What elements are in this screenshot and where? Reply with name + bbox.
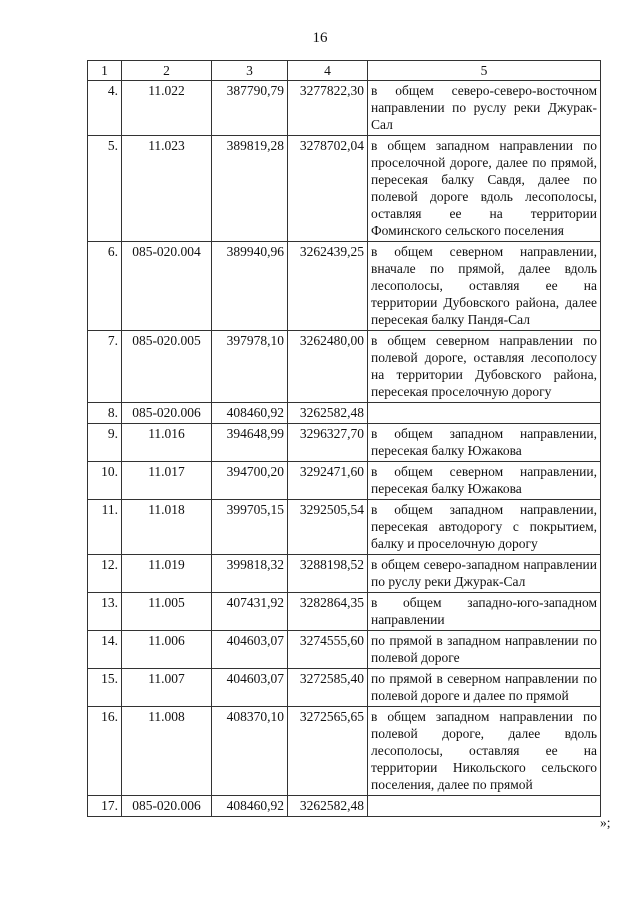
- row-number-cell: 9.: [88, 424, 122, 462]
- point-id-cell: 11.007: [122, 669, 212, 707]
- column-header: 2: [122, 61, 212, 81]
- y-coordinate-cell: 3282864,35: [288, 593, 368, 631]
- point-id-cell: 11.018: [122, 500, 212, 555]
- point-id-cell: 11.019: [122, 555, 212, 593]
- description-cell: в общем западном направлении по полевой дороге, далее вдоль лесополосы, оставляя ее на территории Никольского сельского поселения, далее по прямой: [368, 707, 601, 796]
- x-coordinate-cell: 408460,92: [212, 403, 288, 424]
- table-row: [88, 669, 601, 707]
- point-id-cell: 085-020.005: [122, 331, 212, 403]
- row-number-cell: 4.: [88, 81, 122, 136]
- y-coordinate-cell: 3262439,25: [288, 242, 368, 331]
- point-id-cell: 11.008: [122, 707, 212, 796]
- row-number-cell: 13.: [88, 593, 122, 631]
- table-body: [88, 81, 601, 817]
- row-number-cell: 12.: [88, 555, 122, 593]
- description-cell: в общем северном направлении, пересекая балку Южакова: [368, 462, 601, 500]
- y-coordinate-cell: 3292505,54: [288, 500, 368, 555]
- x-coordinate-cell: 389940,96: [212, 242, 288, 331]
- row-number-cell: 8.: [88, 403, 122, 424]
- y-coordinate-cell: 3278702,04: [288, 136, 368, 242]
- row-number-cell: 14.: [88, 631, 122, 669]
- y-coordinate-cell: 3272585,40: [288, 669, 368, 707]
- row-number-cell: 6.: [88, 242, 122, 331]
- y-coordinate-cell: 3262582,48: [288, 403, 368, 424]
- description-cell: в общем северном направлении по полевой дороге, оставляя лесополосу на территории Дубовского района, пересекая проселочную дорогу: [368, 331, 601, 403]
- x-coordinate-cell: 407431,92: [212, 593, 288, 631]
- row-number-cell: 15.: [88, 669, 122, 707]
- description-cell: по прямой в западном направлении по полевой дороге: [368, 631, 601, 669]
- table-row: [88, 500, 601, 555]
- point-id-cell: 085-020.006: [122, 796, 212, 817]
- description-cell: по прямой в северном направлении по полевой дороге и далее по прямой: [368, 669, 601, 707]
- column-header: 5: [368, 61, 601, 81]
- point-id-cell: 11.006: [122, 631, 212, 669]
- point-id-cell: 11.005: [122, 593, 212, 631]
- description-cell: в общем западно-юго-западном направлении: [368, 593, 601, 631]
- table-row: [88, 136, 601, 242]
- table-row: [88, 242, 601, 331]
- x-coordinate-cell: 397978,10: [212, 331, 288, 403]
- table-row: [88, 707, 601, 796]
- y-coordinate-cell: 3296327,70: [288, 424, 368, 462]
- y-coordinate-cell: 3277822,30: [288, 81, 368, 136]
- point-id-cell: 085-020.006: [122, 403, 212, 424]
- column-header: 1: [88, 61, 122, 81]
- y-coordinate-cell: 3262480,00: [288, 331, 368, 403]
- row-number-cell: 10.: [88, 462, 122, 500]
- point-id-cell: 11.016: [122, 424, 212, 462]
- boundary-table: [87, 60, 601, 817]
- table-row: [88, 331, 601, 403]
- closing-quote-mark: »;: [600, 815, 611, 830]
- point-id-cell: 11.017: [122, 462, 212, 500]
- description-cell: в общем западном направлении по проселочной дороге, далее по прямой, пересекая балку Савдя, далее по полевой дороге вдоль лесополосы, оставляя ее на территории Фоминского сельского поселения: [368, 136, 601, 242]
- table-row: [88, 424, 601, 462]
- x-coordinate-cell: 394648,99: [212, 424, 288, 462]
- x-coordinate-cell: 399705,15: [212, 500, 288, 555]
- table-row: [88, 796, 601, 817]
- description-cell: в общем западном направлении, пересекая автодорогу с покрытием, балку и проселочную дорогу: [368, 500, 601, 555]
- y-coordinate-cell: 3262582,48: [288, 796, 368, 817]
- point-id-cell: 11.022: [122, 81, 212, 136]
- column-header: 4: [288, 61, 368, 81]
- row-number-cell: 5.: [88, 136, 122, 242]
- description-cell: в общем северном направлении, вначале по прямой, далее вдоль лесополосы, оставляя ее на территории Дубовского района, далее пересекая балку Пандя-Сал: [368, 242, 601, 331]
- x-coordinate-cell: 408370,10: [212, 707, 288, 796]
- description-cell: [368, 403, 601, 424]
- point-id-cell: 085-020.004: [122, 242, 212, 331]
- column-header: 3: [212, 61, 288, 81]
- y-coordinate-cell: 3288198,52: [288, 555, 368, 593]
- header-row: [88, 61, 601, 81]
- table-row: [88, 555, 601, 593]
- x-coordinate-cell: 399818,32: [212, 555, 288, 593]
- description-cell: [368, 796, 601, 817]
- x-coordinate-cell: 394700,20: [212, 462, 288, 500]
- row-number-cell: 16.: [88, 707, 122, 796]
- y-coordinate-cell: 3292471,60: [288, 462, 368, 500]
- y-coordinate-cell: 3272565,65: [288, 707, 368, 796]
- table-row: [88, 81, 601, 136]
- point-id-cell: 11.023: [122, 136, 212, 242]
- row-number-cell: 17.: [88, 796, 122, 817]
- x-coordinate-cell: 408460,92: [212, 796, 288, 817]
- x-coordinate-cell: 404603,07: [212, 669, 288, 707]
- x-coordinate-cell: 389819,28: [212, 136, 288, 242]
- x-coordinate-cell: 387790,79: [212, 81, 288, 136]
- table-row: [88, 403, 601, 424]
- y-coordinate-cell: 3274555,60: [288, 631, 368, 669]
- row-number-cell: 7.: [88, 331, 122, 403]
- x-coordinate-cell: 404603,07: [212, 631, 288, 669]
- table-row: [88, 462, 601, 500]
- description-cell: в общем северо-западном направлении по руслу реки Джурак-Сал: [368, 555, 601, 593]
- table-row: [88, 593, 601, 631]
- description-cell: в общем северо-северо-восточном направлении по руслу реки Джурак-Сал: [368, 81, 601, 136]
- row-number-cell: 11.: [88, 500, 122, 555]
- page-number: 16: [312, 30, 328, 46]
- table-row: [88, 631, 601, 669]
- description-cell: в общем западном направлении, пересекая балку Южакова: [368, 424, 601, 462]
